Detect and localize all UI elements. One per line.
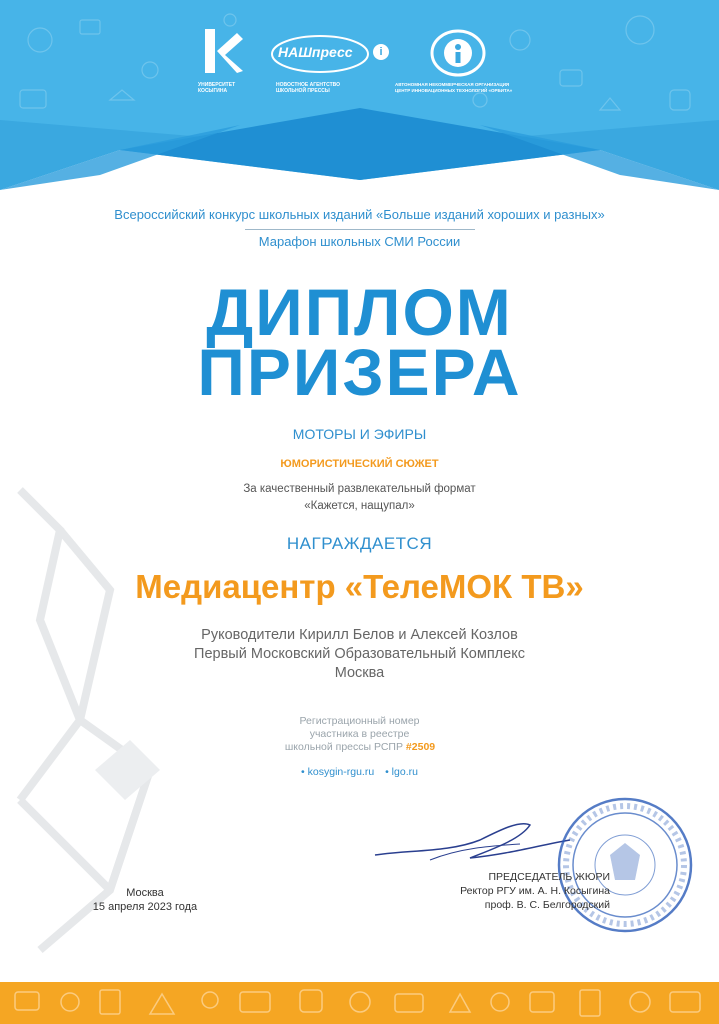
orbita-logo-caption: АВТОНОМНАЯ НЕКОММЕРЧЕСКАЯ ОРГАНИЗАЦИЯ ЦЕНТР ИННОВАЦИОННЫХ ТЕХНОЛОГИЙ «ОРБИТА» [395,82,513,93]
kosygin-logo-caption: УНИВЕРСИТЕТ КОСЫГИНА [198,82,236,94]
signer-name: проф. В. С. Белгородский [484,899,610,911]
nashpress-logo-caption: НОВОСТНОЕ АГЕНТСТВО ШКОЛЬНОЙ ПРЕССЫ [276,82,341,94]
links-row [0,766,719,778]
kosygin-logo-icon [203,27,245,75]
nomination: МОТОРЫ И ЭФИРЫ [292,426,427,442]
details-line3: Москва [334,665,385,681]
place: Москва [126,887,164,899]
official-stamp-icon [555,795,695,935]
date: 15 апреля 2023 года [92,901,198,913]
winner-name: Медиацентр «ТелеМОК ТВ» [135,568,584,605]
orbita-logo-icon [430,28,486,78]
link-lgo[interactable]: • lgo.ru [385,766,418,778]
details-line2: Первый Московский Образовательный Комплекс [194,646,525,662]
registration-line3: школьной прессы РСПР [284,741,403,753]
diploma-title-line1: ДИПЛОМ [206,275,513,349]
signer-title: ПРЕДСЕДАТЕЛЬ ЖЮРИ [488,871,610,883]
awarded-label: НАГРАЖДАЕТСЯ [286,534,433,553]
signer-position: Ректор РГУ им. А. Н. Косыгина [460,885,610,897]
link-kosygin[interactable]: • kosygin-rgu.ru [301,766,375,778]
nashpress-i-icon: i [373,44,389,60]
details-line1: Руководители Кирилл Белов и Алексей Козлов [201,627,518,643]
registration-line2: участника в реестре [309,728,410,740]
reason-line1: За качественный развлекательный формат [243,483,476,495]
contest-subtitle: Марафон школьных СМИ России [258,234,461,249]
registration-line1: Регистрационный номер [299,715,420,727]
reason-line2: «Кажется, нащупал» [304,500,415,512]
registration-line3-row [270,741,450,754]
registration-number: #2509 [405,741,436,753]
diploma-title-line2: ПРИЗЕРА [197,335,522,409]
contest-divider [245,229,475,230]
header-band [0,0,719,190]
contest-title: Всероссийский конкурс школьных изданий «Больше изданий хороших и разных» [114,207,605,222]
category: ЮМОРИСТИЧЕСКИЙ СЮЖЕТ [280,458,439,470]
nashpress-logo-text: НАШпресс [278,44,353,60]
footer-band [0,982,719,1024]
